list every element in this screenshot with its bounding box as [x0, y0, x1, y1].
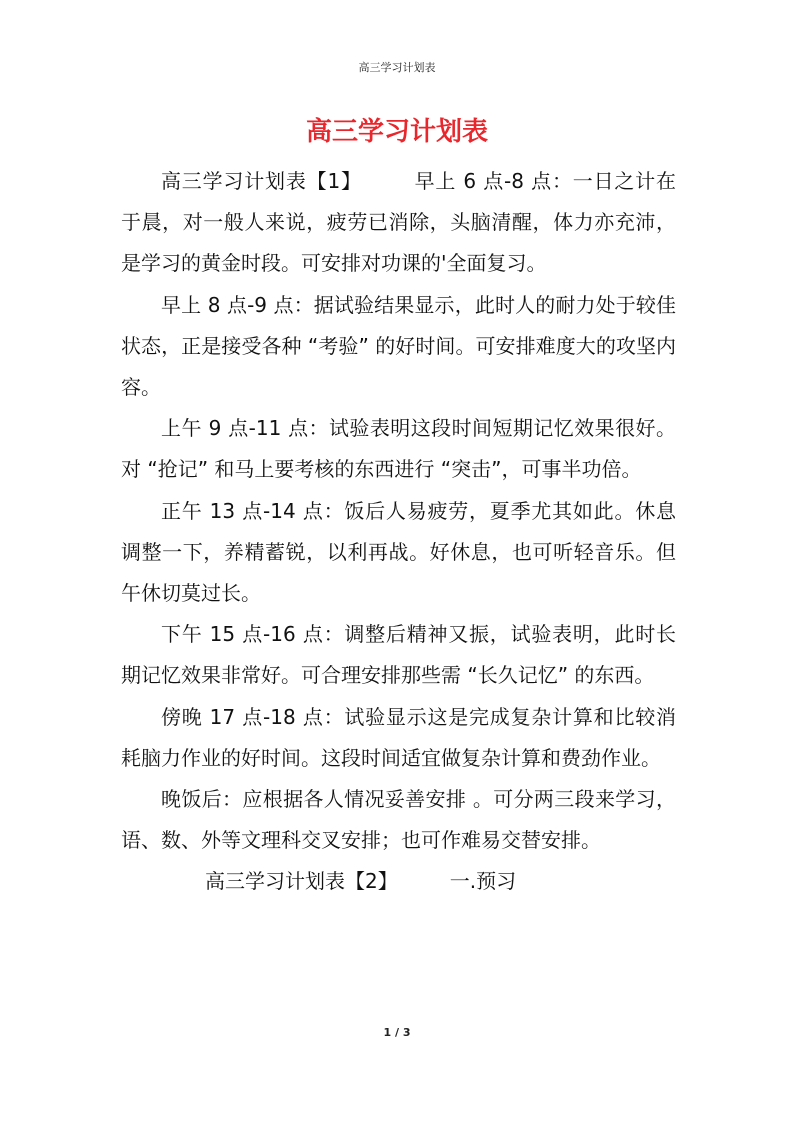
section-2-paragraph — [121, 861, 676, 902]
paragraph-after-dinner: 晚饭后：应根据各人情况妥善安排 。可分两三段来学习，语、数、外等文理科交叉安排；也可作难易交替安排。 — [121, 787, 676, 853]
paragraph-noon-13-14: 正午 13 点-14 点：饭后人易疲劳，夏季尤其如此。休息调整一下，养精蓄锐，以利再战。好休息，也可听轻音乐。但午休切莫过长。 — [121, 498, 676, 606]
paragraph-evening-17-18: 傍晚 17 点-18 点：试验显示这是完成复杂计算和比较消耗脑力作业的好时间。这段时间适宜做复杂计算和费劲作业。 — [121, 704, 676, 770]
document-body — [121, 161, 676, 903]
page-number: 1 / 3 — [383, 1026, 411, 1039]
section-1-heading: 高三学习计划表【1】 — [161, 169, 362, 193]
running-header: 高三学习计划表 — [358, 61, 436, 74]
paragraph-morning-9-11: 上午 9 点-11 点：试验表明这段时间短期记忆效果很好。对 “抢记” 和马上要考核的东西进行 “突击”，可事半功倍。 — [121, 416, 676, 482]
section-1-lead-text: 早上 6 点-8 点：一日之计在于晨，对一般人来说，疲劳已消除，头脑清醒，体力亦充沛，是学习的黄金时段。可安排对功课的'全面复习。 — [121, 169, 676, 276]
section-2-heading: 高三学习计划表【2】 — [205, 869, 398, 894]
section-1-paragraph — [121, 161, 676, 285]
paragraph-morning-8-9: 早上 8 点-9 点：据试验结果显示，此时人的耐力处于较佳状态，正是接受各种 “考验” 的好时间。可安排难度大的攻坚内容。 — [121, 292, 676, 400]
section-2-lead-text: 一.预习 — [449, 869, 517, 894]
document-title: 高三学习计划表 — [305, 117, 488, 147]
paragraph-afternoon-15-16: 下午 15 点-16 点：调整后精神又振，试验表明，此时长期记忆效果非常好。可合理安排那些需 “长久记忆” 的东西。 — [121, 622, 676, 688]
